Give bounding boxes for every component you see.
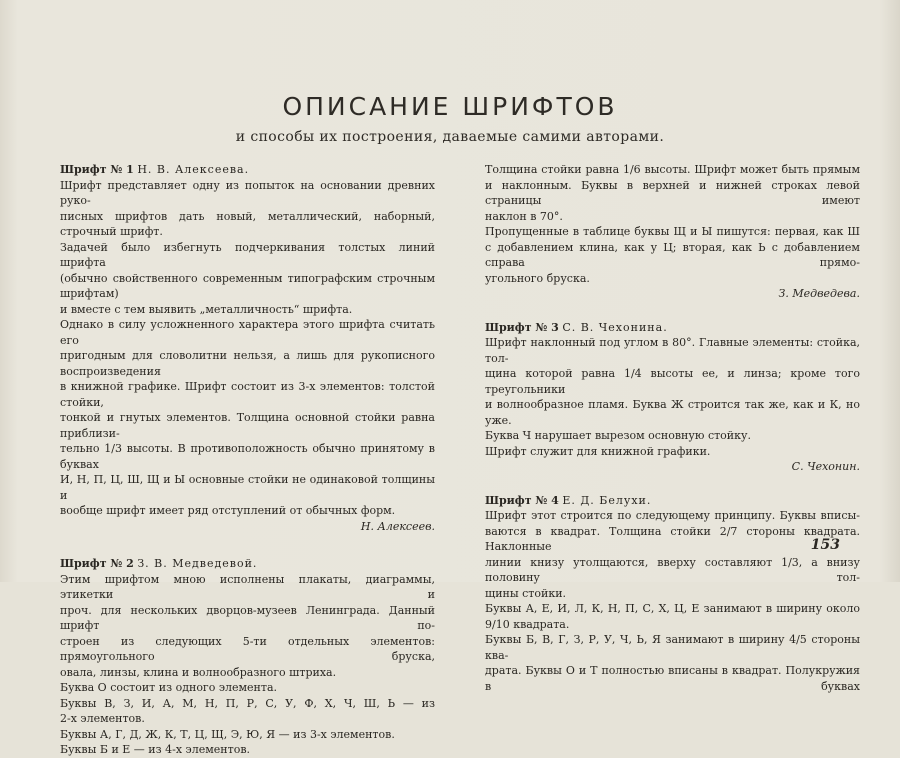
text-line: Буквы Б, В, Г, З, Р, У, Ч, Ь, Я занимают в ширину 4/5 стороны ква- bbox=[485, 633, 860, 662]
text-line: ваются в квадрат. Толщина стойки 2/7 стороны квадрата. Наклонные bbox=[485, 524, 860, 553]
text-line: Шрифт представляет одну из попыток на основании древних руко- bbox=[60, 178, 435, 207]
text-line: щина которой равна 1/4 высоты ее, и линза; кроме того треугольники bbox=[485, 367, 860, 396]
text-line: Буквы А, Г, Д, Ж, К, Т, Ц, Щ, Э, Ю, Я — из 3-х элементов. bbox=[60, 727, 395, 741]
text-line: Этим шрифтом мною исполнены плакаты, диаграммы, этикетки и bbox=[60, 572, 435, 601]
text-line: вообще шрифт имеет ряд отступлений от обычных форм. bbox=[60, 504, 396, 517]
section-author: С. В. Чехонина. bbox=[562, 320, 668, 334]
text-line: 9/10 квадрата. bbox=[485, 617, 570, 631]
signature: З. Медведева. bbox=[778, 287, 860, 300]
text-line: Однако в силу усложненного характера этого шрифта считать его bbox=[60, 318, 435, 347]
spacer bbox=[485, 475, 860, 493]
text-line: и вместе с тем выявить „металличность“ шрифта. bbox=[60, 302, 353, 316]
text-line: тельно 1/3 высоты. В противоположность обычно принятому в буквах bbox=[60, 442, 435, 471]
text-line: наклон в 70°. bbox=[485, 209, 563, 223]
section-label: Шрифт № 1 bbox=[60, 163, 134, 176]
section-heading-1 bbox=[60, 162, 435, 178]
text-line: овала, линзы, клина и волнообразного штриха. bbox=[60, 665, 337, 679]
signature: Н. Алексеев. bbox=[360, 519, 435, 533]
right-column bbox=[485, 162, 860, 694]
text-line: проч. для нескольких дворцов-музеев Ленинграда. Данный шрифт по- bbox=[60, 603, 435, 632]
text-line: Толщина стойки равна 1/6 высоты. Шрифт может быть прямым bbox=[485, 163, 860, 176]
text-line: Шрифт служит для книжной графики. bbox=[485, 444, 711, 458]
text-line: Буквы В, З, И, А, М, Н, П, Р, С, У, Ф, Х, Ч, Ш, Ь — из bbox=[60, 696, 435, 710]
text-line: писных шрифтов дать новый, металлический, наборный, строчный шрифт. bbox=[60, 209, 435, 238]
text-line: пригодным для словолитни нельзя, а лишь для рукописного воспроизведения bbox=[60, 349, 435, 378]
text-line: линии книзу утолщаются, вверху составляют 1/3, а внизу половину тол- bbox=[485, 555, 860, 584]
text-line: Шрифт наклонный под углом в 80°. Главные элементы: стойка, тол- bbox=[485, 336, 860, 365]
section-label: Шрифт № 4 bbox=[485, 493, 559, 507]
text-line: и волнообразное пламя. Буква Ж строится так же, как и К, но уже. bbox=[485, 398, 860, 427]
text-line: с добавлением клина, как у Ц; вторая, как Ь с добавлением справа прямо- bbox=[485, 240, 860, 269]
section-author: Н. В. Алексеева. bbox=[137, 163, 250, 176]
text-line: (обычно свойственного современным типографским строчным шрифтам) bbox=[60, 271, 435, 300]
signature: С. Чехонин. bbox=[791, 460, 860, 473]
section-heading-4 bbox=[485, 493, 860, 509]
text-line: и наклонным. Буквы в верхней и нижней строках левой страницы имеют bbox=[485, 178, 860, 207]
text-line: драта. Буквы О и Т полностью вписаны в квадрат. Полукружия в буквах bbox=[485, 664, 860, 693]
text-line: Буква О состоит из одного элемента. bbox=[60, 681, 278, 694]
text-line: Пропущенные в таблице буквы Щ и Ы пишутся: первая, как Ш bbox=[485, 225, 860, 238]
page-title: ОПИСАНИЕ ШРИФТОВ bbox=[282, 92, 618, 121]
text-line: строен из следующих 5-ти отдельных элементов: прямоугольного бруска, bbox=[60, 634, 435, 663]
text-line: Буква Ч нарушает вырезом основную стойку. bbox=[485, 429, 751, 442]
page-number: 153 bbox=[810, 537, 840, 553]
spacer bbox=[485, 302, 860, 320]
section-label: Шрифт № 3 bbox=[485, 320, 559, 334]
text-line: тонкой и гнутых элементов. Толщина основной стойки равна приблизи- bbox=[60, 411, 435, 440]
section-heading-3 bbox=[485, 320, 860, 336]
text-line: Задачей было избегнуть подчеркивания толстых линий шрифта bbox=[60, 240, 435, 269]
section-heading-2 bbox=[60, 556, 435, 572]
text-line: 2-х элементов. bbox=[60, 712, 145, 725]
text-line: угольного бруска. bbox=[485, 271, 590, 285]
text-line: И, Н, П, Ц, Ш, Щ и Ы основные стойки не одинаковой толщины и bbox=[60, 473, 435, 502]
text-line: щины стойки. bbox=[485, 586, 567, 600]
section-label: Шрифт № 2 bbox=[60, 557, 134, 570]
text-line: Буквы А, Е, И, Л, К, Н, П, С, Х, Ц, Е занимают в ширину около bbox=[485, 602, 860, 615]
section-author: Е. Д. Белухи. bbox=[562, 493, 652, 507]
text-line: Буквы Б и Е — из 4-х элементов. bbox=[60, 743, 251, 756]
left-column bbox=[60, 162, 435, 758]
spacer bbox=[60, 534, 435, 556]
text-line: Шрифт этот строится по следующему принципу. Буквы вписы- bbox=[485, 509, 860, 522]
text-line: в книжной графике. Шрифт состоит из 3-х элементов: толстой стойки, bbox=[60, 380, 435, 409]
page-subtitle: и способы их построения, даваемые самими авторами. bbox=[235, 129, 665, 145]
section-author: З. В. Медведевой. bbox=[137, 557, 258, 570]
